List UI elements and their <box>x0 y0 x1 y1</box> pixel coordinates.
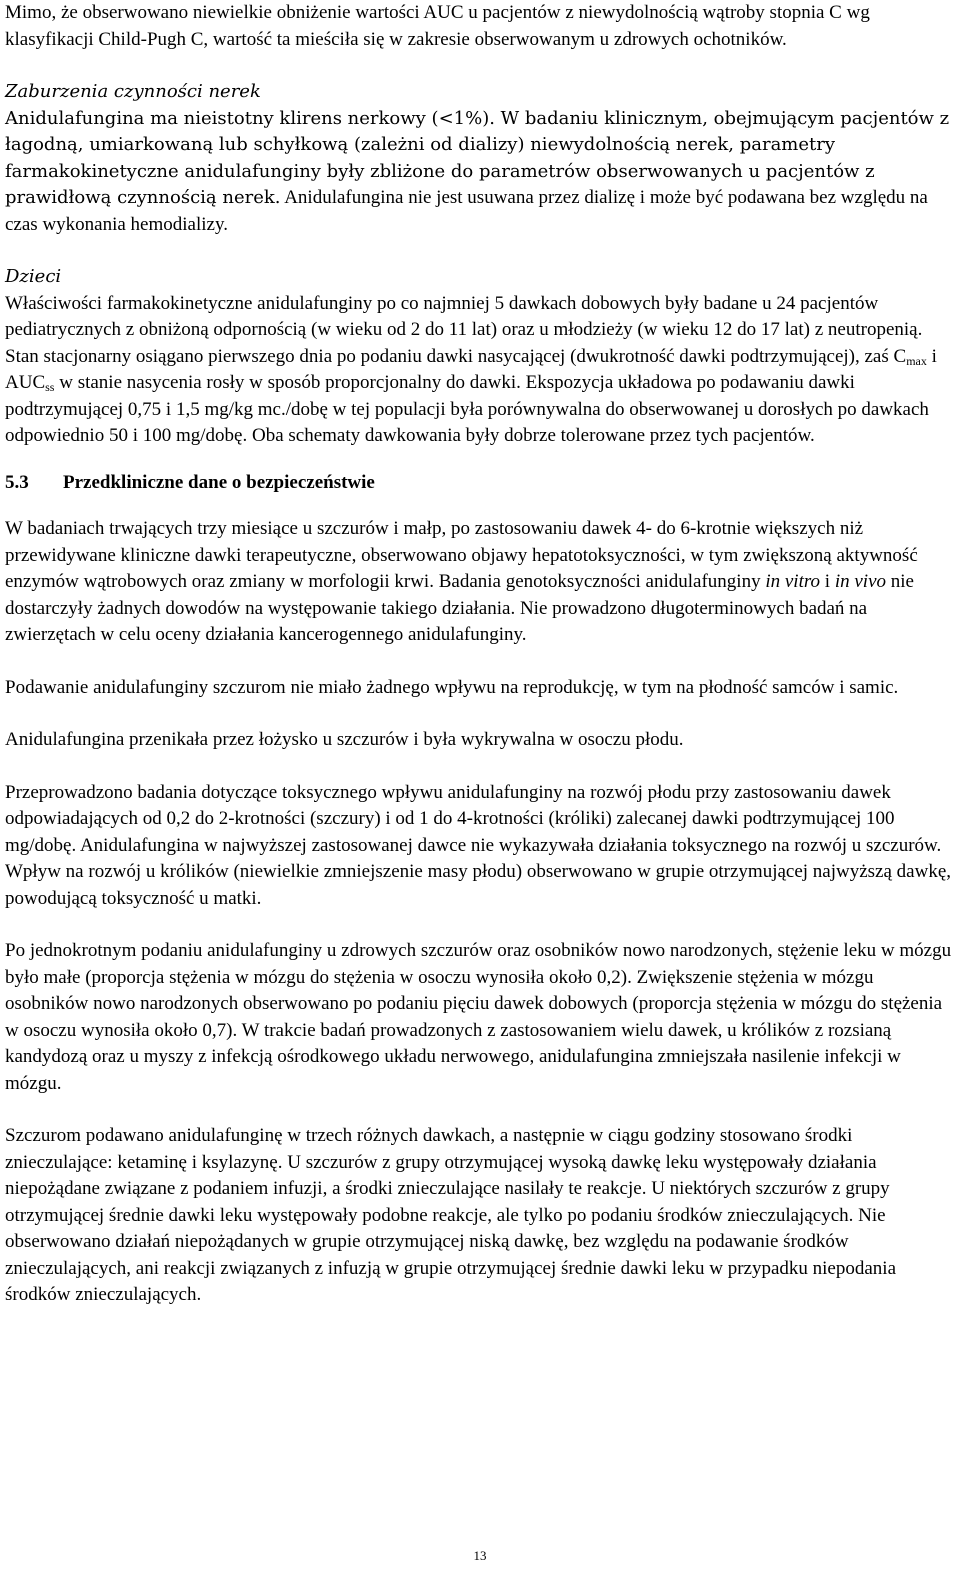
children-text-2: i AUC <box>5 345 937 393</box>
preclinical-paragraph-5: Po jednokrotnym podaniu anidulafunginy u zdrowych szczurów oraz osobników nowo narodzonych, stężenie leku w mózgu było małe (proporcja stężenia w mózgu do stężenia w osoczu wynosiła około 0,2). Zwiększenie stężenia w mózgu osobników nowo narodzonych obserwowano po podaniu pięciu dawek dobowych (proporcja stężenia w mózgu do stężenia w osoczu wynosiła około 0,7). W trakcie badań prowadzonych z zastosowaniem wielu dawek, u królików z rozsianą kandydozą oraz u myszy z infekcją ośrodkowego układu nerwowego, anidulafungina zmniejszała nasilenie infekcji w mózgu. <box>5 940 952 1094</box>
preclinical-paragraph-1 <box>5 516 955 649</box>
section-title: Przedkliniczne dane o bezpieczeństwie <box>63 471 375 493</box>
preclinical-paragraph-6: Szczurom podawano anidulafunginę w trzech różnych dawkach, a następnie w ciągu godziny stosowano środki znieczulające: ketaminę i ksylazynę. U szczurów z grupy otrzymującej wysoką dawkę leku występowały działania niepożądane związane z podaniem infuzji, a środki znieczulające nasilały te reakcje. U niektórych szczurów z grupy otrzymującej średnie dawki leku występowały podobne reakcje, ale tylko po podaniu środków znieczulających. Nie obserwowano działań niepożądanych w grupie otrzymującej niską dawkę, bez względu na podawanie środków znieczulających, ani reakcji związanych z infuzją w grupie otrzymującej średnie dawki leku w przypadku niepodania środków znieczulających. <box>5 1125 897 1305</box>
subscript-max: max <box>906 353 927 368</box>
preclinical-paragraph-4: Przeprowadzono badania dotyczące toksycznego wpływu anidulafunginy na rozwój płodu przy zastosowaniu dawek odpowiadających od 0,2 do 2-krotności (szczury) i od 1 do 4-krotności (króliki) zalecanej dawki podtrzymującej 100 mg/dobę. Anidulafungina w najwyższej zastosowanej dawce nie wykazywała działania toksycznego na rozwój u szczurów. Wpływ na rozwój u królików (niewielkie zmniejszenie masy płodu) obserwowano w grupie otrzymującej najwyższą dawkę, powodującą toksyczność u matki. <box>5 781 952 909</box>
children-text-3: w stanie nasycenia rosły w sposób proporcjonalny do dawki. Ekspozycja układowa po podawaniu dawki podtrzymującej 0,75 i 1,5 mg/kg mc./dobę w tej populacji była porównywalna do obserwowanej u dorosłych po dawkach odpowiednio 50 i 100 mg/dobę. Oba schematy dawkowania były dobrze tolerowane przez tych pacjentów. <box>5 372 929 446</box>
kidney-heading: Zaburzenia czynności nerek <box>5 81 261 102</box>
page-number: 13 <box>473 1548 487 1563</box>
kidney-paragraph <box>5 106 955 239</box>
preclinical-paragraph-2: Podawanie anidulafunginy szczurom nie miało żadnego wpływu na reprodukcję, w tym na płodność samców i samic. <box>5 676 899 698</box>
children-text-1: Właściwości farmakokinetyczne anidulafunginy po co najmniej 5 dawkach dobowych były badane u 24 pacjentów pediatrycznych z obniżoną odpornością (w wieku od 2 do 11 lat) oraz u młodzieży (w wieku 12 do 17 lat) z neutropenią. Stan stacjonarny osiągano pierwszego dnia po podaniu dawki nasycającej (dwukrotność dawki podtrzymującej), zaś C <box>5 292 923 367</box>
preclinical-paragraph-3: Anidulafungina przenikała przez łożysko u szczurów i była wykrywalna w osoczu płodu. <box>5 729 684 750</box>
kidney-text-serif: Anidulafungina nie jest usuwana przez dializę i może być podawana bez względu na czas wykonania hemodializy. <box>5 187 928 235</box>
p1-in-vivo: in vivo <box>834 571 887 592</box>
p1-text-a: W badaniach trwających trzy miesiące u szczurów i małp, po zastosowaniu dawek 4- do 6-krotnie większych niż przewidywane kliniczne dawki terapeutyczne, obserwowano objawy hepatotoksyczności, w tym zwiększoną aktywność enzymów wątrobowych oraz zmiany w morfologii krwi. Badania genotoksyczności anidulafunginy <box>5 518 918 592</box>
p1-in-vitro: in vitro <box>765 571 821 592</box>
document-page <box>5 0 955 1309</box>
children-heading: Dzieci <box>5 266 62 287</box>
section-number: 5.3 <box>5 471 29 493</box>
p1-text-c: nie dostarczyły żadnych dowodów na występowanie takiego działania. Nie prowadzono długoterminowych badań na zwierzętach w celu oceny działania kancerogennego anidulafunginy. <box>5 571 914 645</box>
subscript-ss: ss <box>45 380 55 394</box>
children-paragraph <box>5 291 955 450</box>
liver-paragraph: Mimo, że obserwowano niewielkie obniżenie wartości AUC u pacjentów z niewydolnością wątroby stopnia C wg klasyfikacji Child-Pugh C, wartość ta mieściła się w zakresie obserwowanym u zdrowych ochotników. <box>5 2 870 50</box>
section-heading <box>5 470 955 497</box>
p1-text-b: i <box>820 571 835 592</box>
kidney-text-sans: Anidulafungina ma nieistotny klirens nerkowy (<1%). W badaniu klinicznym, obejmującym pacjentów z łagodną, umiarkowaną lub schyłkową (zależni od dializy) niewydolnością nerek, parametry farmakokinetyczne anidulafunginy były zbliżone do parametrów obserwowanych u pacjentów z prawidłową czynnością nerek. <box>5 107 950 208</box>
